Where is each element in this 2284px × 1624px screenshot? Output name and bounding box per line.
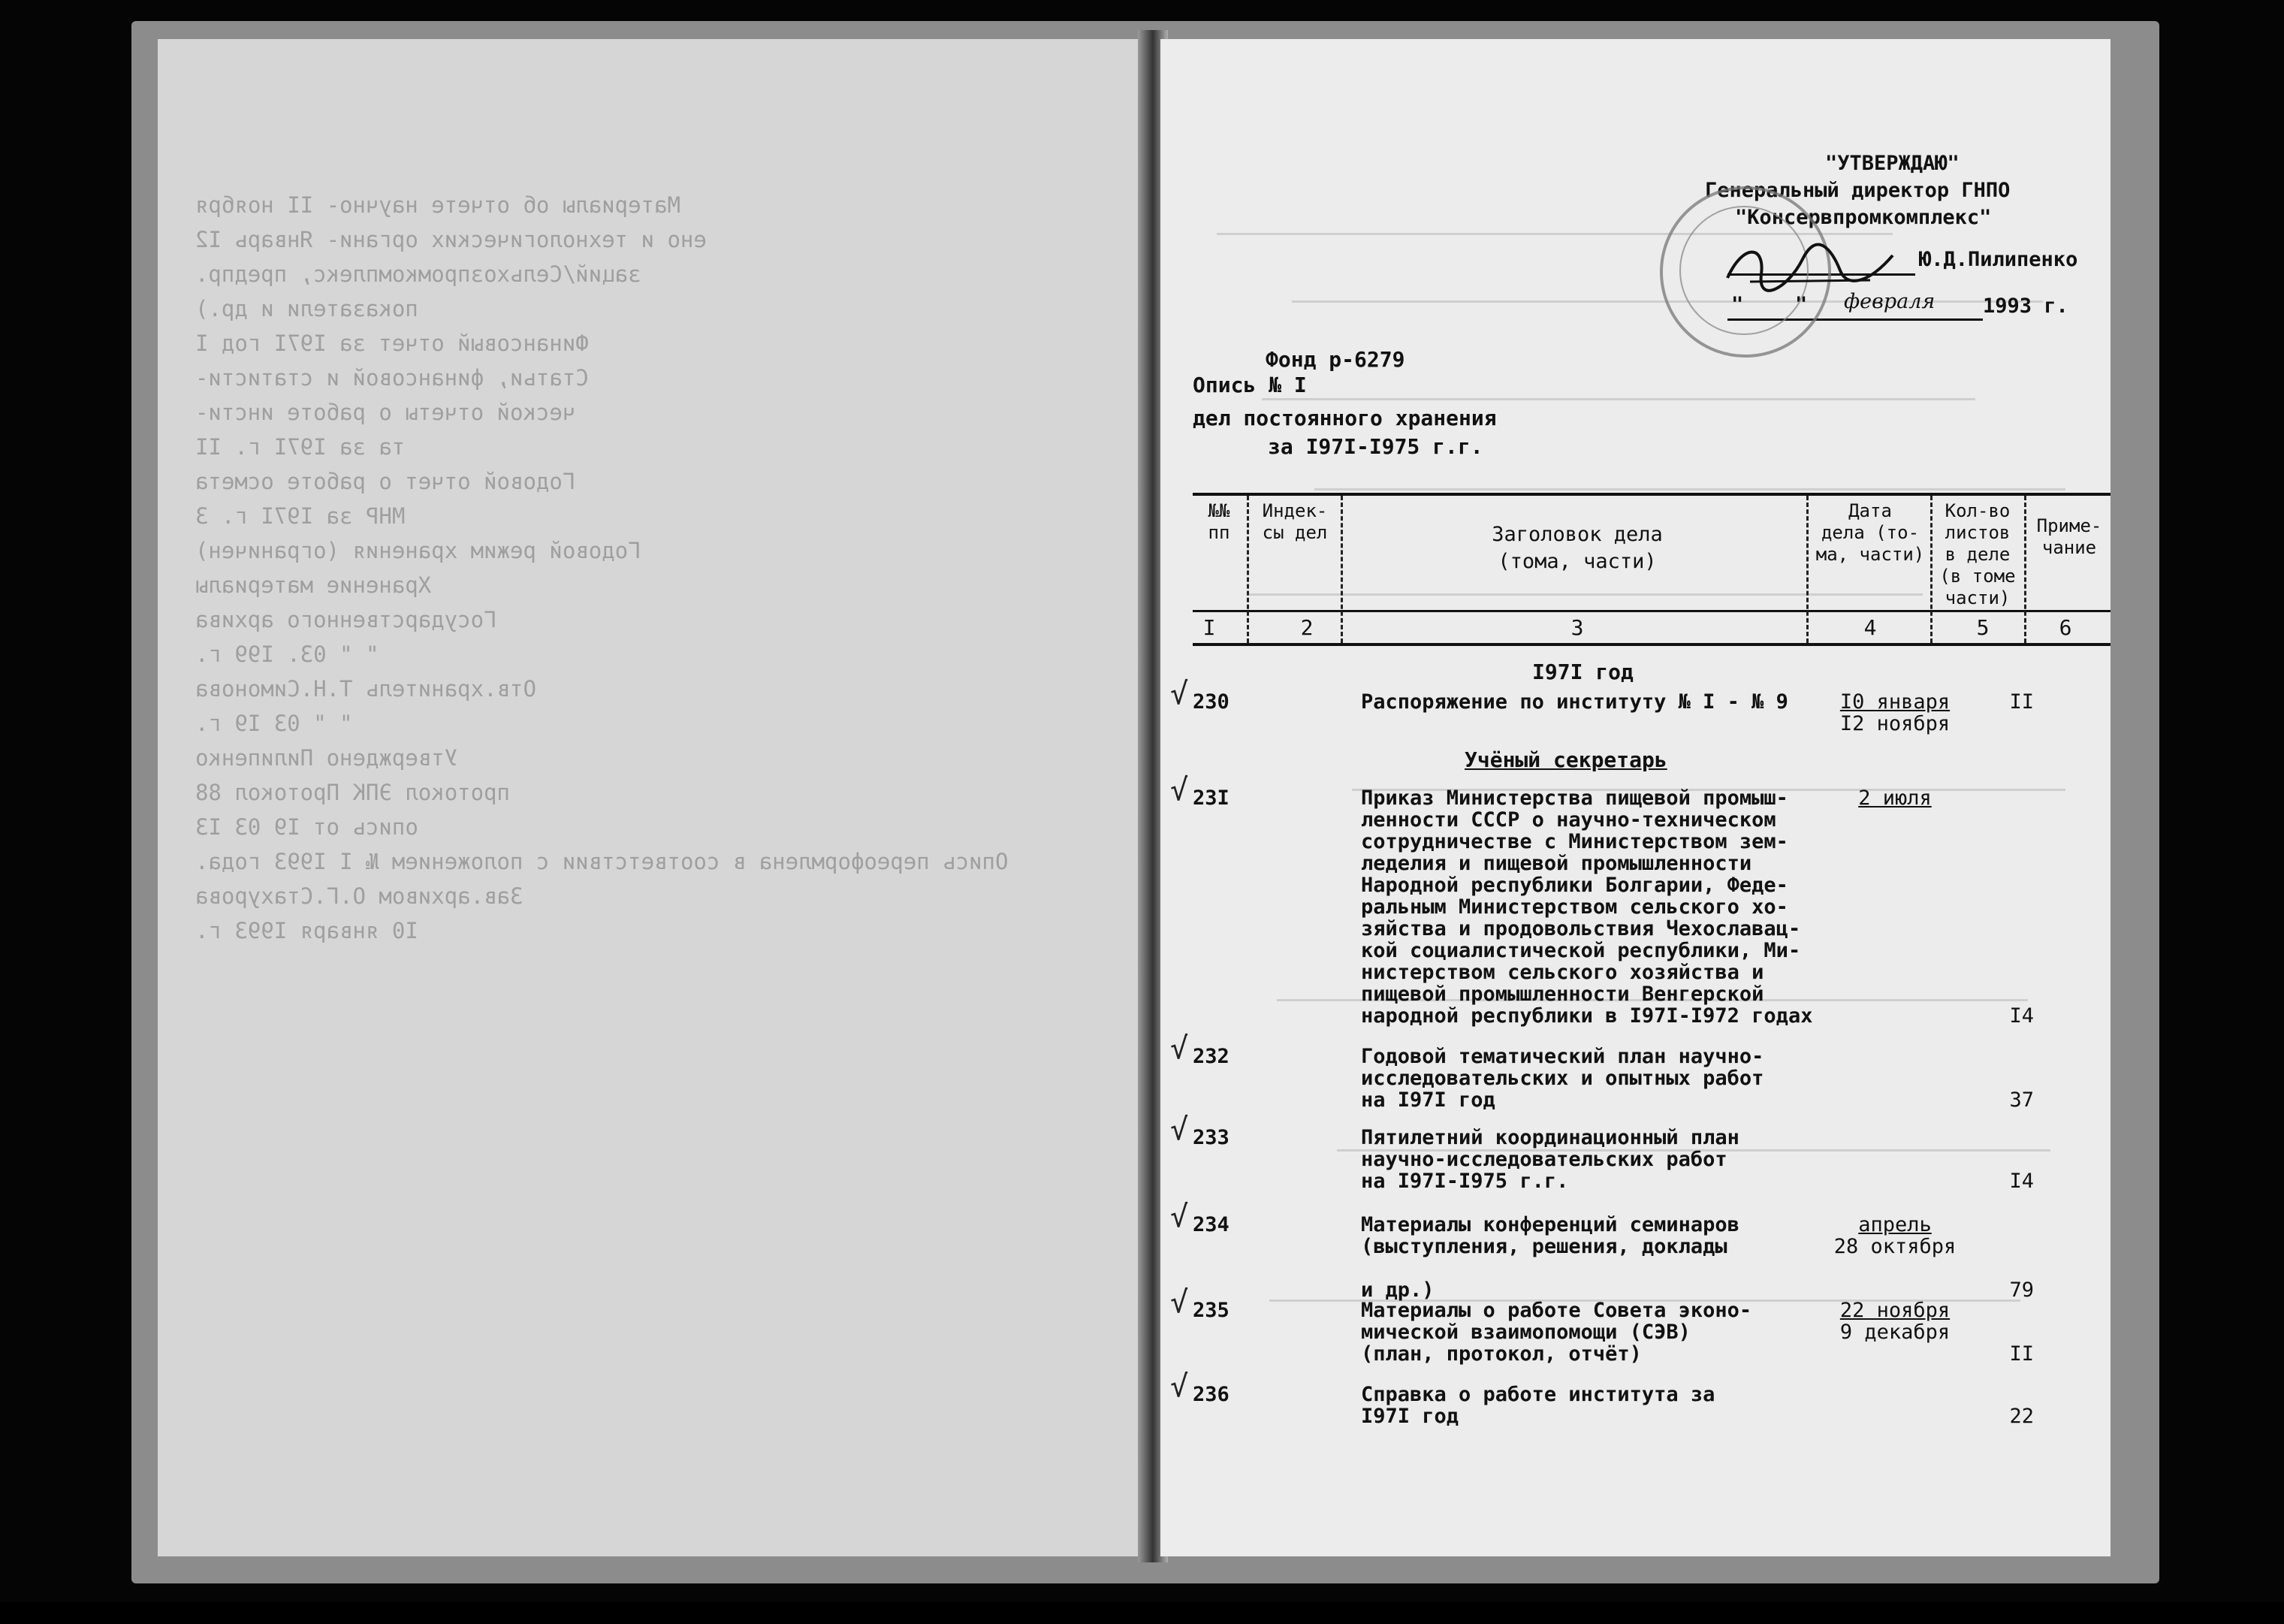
approval-date-open-quote: "	[1731, 293, 1744, 316]
column-divider	[2024, 496, 2026, 643]
row-title: Материалы о работе Совета эконо- мической взаимопомощи (СЭВ) (план, протокол, отчёт)	[1361, 1299, 1752, 1366]
row-sheet-count: I4	[2009, 1004, 2034, 1028]
row-date	[1809, 1214, 1981, 1257]
row-title: Приказ Министерства пищевой промыш- ленности СССР о научно-техническом сотрудничестве с Министерством зем- леделия и пищевой промышленности Народной республики Болгарии, Феде- ральным Министерством сельского хо- зяйства и продовольствия Чехославац- кой социалистической республики, Ми- нистерством сельского хозяйства и пищевой промышленности Венгерской народной республики в I97I-I972 годах	[1361, 786, 1813, 1028]
col-number-5: 5	[1976, 615, 1990, 640]
row-title: Распоряжение по институту № I - № 9	[1361, 690, 1788, 714]
check-mark-icon: √	[1170, 1112, 1189, 1147]
left-page-bleed-through	[195, 188, 1021, 948]
row-title: Годовой тематический план научно- исследовательских и опытных работ на I97I год	[1361, 1045, 1764, 1112]
approval-date-year: 1993 г.	[1983, 294, 2068, 318]
bleed-line: показатели и др.)	[195, 296, 418, 321]
bleed-line: ено и технологических органи- Январь I2	[195, 227, 707, 252]
row-sheet-count: II	[2009, 1342, 2034, 1366]
row-sheet-count: II	[2009, 690, 2034, 714]
row-date-start: 2 июля	[1858, 786, 1932, 810]
bleed-line: Зав.архивом О.Г.Стахурова	[195, 883, 523, 909]
row-date-start: I0 января	[1839, 690, 1951, 714]
bleed-line: " " 03 I9 г.	[195, 711, 353, 736]
approval-position-line1: Генеральный директор ГНПО	[1705, 179, 2011, 202]
col-header-date: Дата дела (то- ма, части)	[1815, 500, 1925, 565]
fond-number: Фонд р-6279	[1266, 347, 1405, 372]
approval-position-line2: "Консервпромкомплекс"	[1735, 206, 1992, 229]
row-date	[1809, 787, 1981, 809]
director-signature	[1720, 237, 1900, 297]
row-number: 233	[1193, 1126, 1229, 1149]
bleed-line: Хранение материалы	[195, 572, 432, 598]
bleed-line: Государственного архива	[195, 607, 497, 632]
approval-heading: "УТВЕРЖДАЮ"	[1825, 152, 1960, 175]
col-header-index: Индек- сы дел	[1262, 500, 1328, 543]
opis-description-line1: дел постоянного хранения	[1193, 406, 1497, 430]
row-number: 232	[1193, 1045, 1229, 1068]
bleed-line: Утверждено Пилипенко	[195, 745, 458, 771]
table-numbers-rule	[1193, 643, 2111, 646]
row-number: 23I	[1193, 786, 1229, 810]
row-date-end: I2 ноября	[1839, 712, 1951, 735]
check-mark-icon: √	[1170, 677, 1189, 711]
approval-date-month: февраля	[1844, 290, 1936, 313]
check-mark-icon: √	[1170, 1369, 1189, 1404]
section-secretary: Учёный секретарь	[1465, 747, 1667, 772]
row-date-end: 28 октября	[1833, 1235, 1957, 1258]
opis-number: Опись № I	[1193, 373, 1307, 397]
table-row	[1170, 1369, 2094, 1624]
bleed-line: I0 января I993 г.	[195, 918, 418, 943]
row-sheet-count: I4	[2009, 1170, 2034, 1193]
row-title: Справка о работе института за I97I год	[1361, 1383, 1715, 1428]
row-number: 230	[1193, 690, 1229, 714]
bleed-line: протокол ЭПК Протокол 88	[195, 780, 511, 805]
row-number: 236	[1193, 1383, 1229, 1406]
column-divider	[1341, 496, 1343, 643]
check-mark-icon: √	[1170, 1285, 1189, 1320]
bleed-line: ческой отчеты о работе инсти-	[195, 400, 576, 425]
check-mark-icon: √	[1170, 1200, 1189, 1234]
section-year: I97I год	[1532, 660, 1634, 684]
bleed-line: " " 03. I99 г.	[195, 641, 379, 667]
row-date	[1809, 1300, 1981, 1343]
bleed-line: Годовой отчет о работе осмета	[195, 469, 576, 494]
row-title: Материалы конференций семинаров (выступления, решения, доклады и др.)	[1361, 1213, 1739, 1302]
check-mark-icon: √	[1170, 1031, 1189, 1066]
bleed-line: Финансовый отчет за I97I год I	[195, 331, 589, 356]
row-date	[1809, 691, 1981, 735]
row-date-start: апрель	[1858, 1213, 1932, 1236]
bleed-line: МНР за I97I г. 3	[195, 503, 406, 529]
bleed-line: Опись переоформлена в соответствии с положением № I I993 года.	[195, 849, 1009, 874]
opis-description-line2: за I97I-I975 г.г.	[1268, 434, 1483, 459]
bleed-line: Материалы об отчете научно- II ноября	[195, 192, 681, 218]
approval-date-close-quote: "	[1795, 293, 1808, 316]
col-number-3: 3	[1570, 615, 1584, 640]
bleed-line: Годовой режим хранения (ограничен)	[195, 538, 641, 563]
col-header-number: №№ пп	[1208, 500, 1230, 543]
table-row	[1170, 773, 2094, 1028]
col-header-note: Приме- чание	[2036, 515, 2102, 558]
bleed-line: та за I97I г. II	[195, 434, 406, 460]
row-date-end: 9 декабря	[1839, 1321, 1951, 1344]
col-number-6: 6	[2059, 615, 2072, 640]
col-header-sheets: Кол-во листов в деле (в томе части)	[1939, 500, 2016, 608]
approval-block	[1705, 150, 2111, 231]
col-number-2: 2	[1300, 615, 1314, 640]
row-number: 234	[1193, 1213, 1229, 1236]
table-top-rule	[1193, 493, 2111, 496]
bleed-line: Отв.хранитель Т.Н.Симонова	[195, 676, 536, 702]
check-mark-icon: √	[1170, 773, 1189, 807]
row-sheet-count: 79	[2009, 1278, 2034, 1302]
row-sheet-count: 37	[2009, 1088, 2034, 1112]
column-divider	[1806, 496, 1809, 643]
column-divider	[1247, 496, 1249, 643]
col-header-title: Заголовок дела (тома, части)	[1492, 523, 1663, 573]
row-date-start: 22 ноября	[1839, 1299, 1951, 1322]
col-number-1: I	[1202, 615, 1216, 640]
row-number: 235	[1193, 1299, 1229, 1322]
table-header-rule	[1193, 610, 2111, 612]
col-number-4: 4	[1863, 615, 1877, 640]
row-title: Пятилетний координационный план научно-исследовательских работ на I97I-I975 г.г.	[1361, 1126, 1739, 1193]
row-sheet-count: 22	[2009, 1405, 2034, 1428]
bleed-line: Статьи, финансовой и статисти-	[195, 365, 589, 391]
approval-name: Ю.Д.Пилипенко	[1919, 248, 2078, 271]
bleed-line: заций/Сельхозпромкомплекс, предпр.	[195, 261, 641, 287]
bleed-line: опись от I9 03 I3	[195, 814, 418, 840]
